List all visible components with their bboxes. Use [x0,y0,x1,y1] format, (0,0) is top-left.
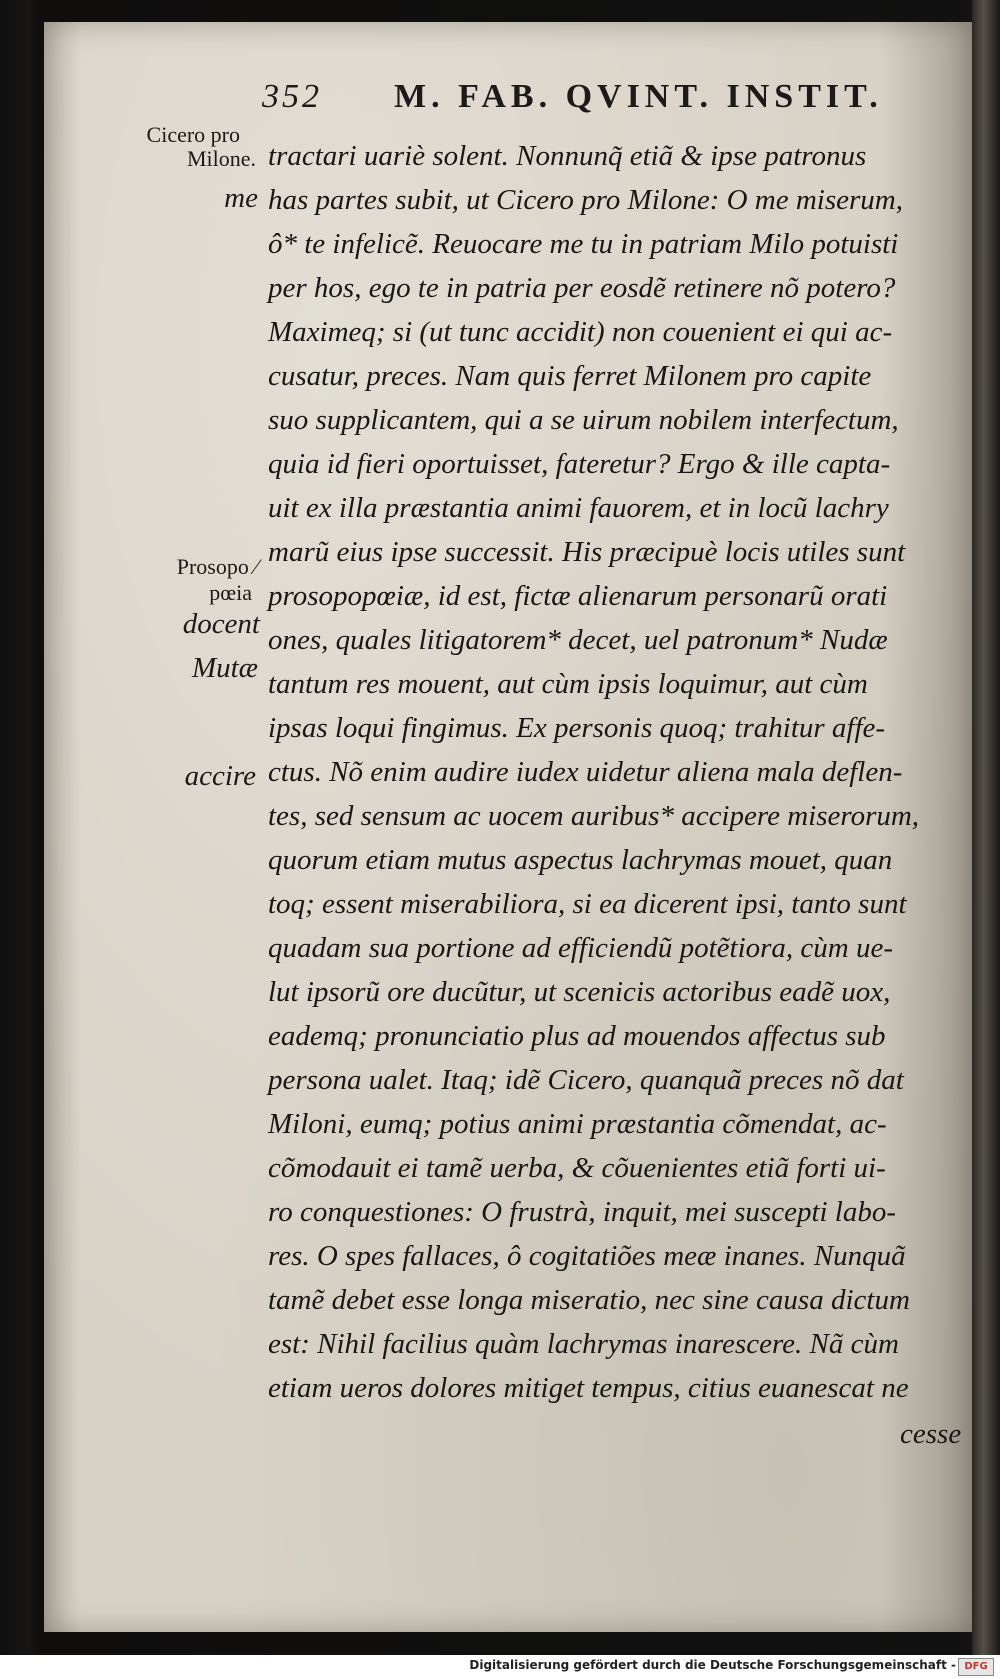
text-line: res. O spes fallaces, ô cogitatiões meæ inanes. Nunquã [268,1240,906,1272]
funding-credit: Digitalisierung gefördert durch die Deutsche Forschungsgemeinschaft - [469,1658,956,1672]
text-line: cusatur, preces. Nam quis ferret Milonem pro capite [268,360,872,392]
text-line: cõmodauit ei tamẽ uerba, & cõuenientes etiã forti ui- [268,1152,886,1184]
text-line: toq; essent miserabiliora, si ea dicerent ipsi, tanto sunt [268,888,907,920]
margin-note: docent [182,608,260,640]
running-head: M. FAB. QVINT. INSTIT. [394,78,883,115]
text-line: ones, quales litigatorem* decet, uel patronum* Nudæ [268,624,888,656]
text-line: marũ eius ipse successit. His præcipuè locis utiles sunt [268,536,906,568]
page-number: 352 [262,78,322,115]
catchword: cesse [900,1418,962,1450]
digitization-footer [0,1655,1000,1679]
text-line: persona ualet. Itaq; idẽ Cicero, quanquã preces nõ dat [268,1064,904,1096]
text-line: lut ipsorũ ore ducũtur, ut scenicis actoribus eadẽ uox, [268,976,891,1008]
text-line: quadam sua portione ad efficiendũ potẽtiora, cùm ue- [268,932,894,964]
margin-note: pœia [209,580,252,605]
page-header [262,78,922,122]
margin-note: Mutæ [191,652,258,684]
margin-note: me [224,182,258,214]
book-gutter [972,0,1000,1679]
text-line: etiam ueros dolores mitiget tempus, citius euanescat ne [268,1372,909,1404]
text-line: per hos, ego te in patria per eosdẽ retinere nõ potero? [268,272,896,304]
text-line: ctus. Nõ enim audire iudex uidetur aliena mala deflen- [268,756,903,788]
text-line: Miloni, eumq; potius animi præstantia cõmendat, ac- [268,1108,887,1140]
text-line: uit ex illa præstantia animi fauorem, et in locũ lachry [268,492,889,524]
text-line: quorum etiam mutus aspectus lachrymas mouet, quan [268,844,893,876]
text-line: tamẽ debet esse longa miseratio, nec sine causa dictum [268,1284,910,1316]
text-line: suo supplicantem, qui a se uirum nobilem interfectum, [268,404,899,436]
text-line: tractari uariè solent. Nonnunq̃ etiã & ipse patronus [268,140,867,172]
dfg-logo: DFG [958,1658,994,1676]
text-line: quia id fieri oportuisset, fateretur? Ergo & ille capta- [268,448,891,480]
margin-note: accire [184,760,256,792]
text-line: ô* te infelicẽ. Reuocare me tu in patriam Milo potuisti [268,228,899,260]
text-line: tes, sed sensum ac uocem auribus* accipere miserorum, [268,800,920,832]
text-line: tantum res mouent, aut cùm ipsis loquimur, aut cùm [268,668,868,700]
text-line: Maximeq; si (ut tunc accidit) non couenient ei qui ac- [268,316,893,348]
text-line: eademq; pronunciatio plus ad mouendos affectus sub [268,1020,886,1052]
margin-note: Cicero pro [146,122,240,147]
text-line: has partes subit, ut Cicero pro Milone: O me miserum, [268,184,903,216]
text-line: prosopopœiæ, id est, fictæ alienarum personarũ orati [268,580,888,612]
text-line: est: Nihil facilius quàm lachrymas inarescere. Nã cùm [268,1328,899,1360]
margin-note: Prosopo ⁄ [176,554,258,579]
text-line: ipsas loqui fingimus. Ex personis quoq; trahitur affe- [268,712,886,744]
text-line: ro conquestiones: O frustrà, inquit, mei suscepti labo- [268,1196,897,1228]
margin-note: Milone. [186,146,256,171]
